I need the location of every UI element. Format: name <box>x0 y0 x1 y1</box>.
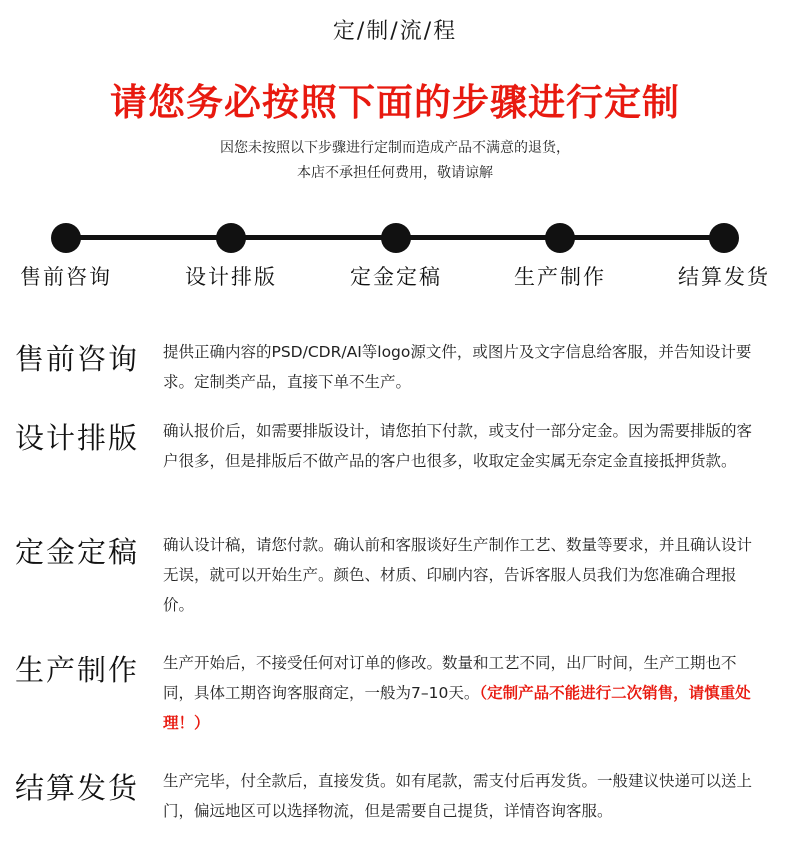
section-text: 提供正确内容的PSD/CDR/AI等logo源文件，或图片及文字信息给客服，并告知设计要求。定制类产品，直接下单不生产。 <box>163 343 752 391</box>
section-warning: （定制产品不能进行二次销售，请慎重处理！） <box>163 684 751 732</box>
section-body <box>163 648 763 738</box>
timeline-dot <box>51 223 81 253</box>
section-text: 确认报价后，如需要排版设计，请您拍下付款，或支付一部分定金。因为需要排版的客户很多，但是排版后不做产品的客户也很多，收取定金实属无奈定金直接抵押货款。 <box>163 422 753 470</box>
notice-line-2: 本店不承担任何费用，敬请谅解 <box>297 165 493 181</box>
section-body <box>163 337 763 397</box>
timeline-step-consult <box>0 220 146 291</box>
notice-line-1: 因您未按照以下步骤进行定制而造成产品不满意的退货， <box>220 140 570 156</box>
process-title: 定/制/流/程 <box>332 19 458 44</box>
section-title: 生产制作 <box>15 653 140 687</box>
section-text: 生产完毕，付全款后，直接发货。如有尾款，需支付后再发货。一般建议快递可以送上门，偏远地区可以选择物流，但是需要自己提货，详情咨询客服。 <box>163 772 753 820</box>
timeline-step-design <box>151 220 311 291</box>
timeline-label: 生产制作 <box>514 265 606 289</box>
section-title: 售前咨询 <box>15 342 140 376</box>
timeline-label: 售前咨询 <box>20 265 112 289</box>
timeline-step-production <box>480 220 640 291</box>
section-title: 结算发货 <box>15 771 140 805</box>
timeline-label: 设计排版 <box>185 265 277 289</box>
section-text: 确认设计稿，请您付款。确认前和客服谈好生产制作工艺、数量等要求，并且确认设计无误，就可以开始生产。颜色、材质、印刷内容，告诉客服人员我们为您准确合理报价。 <box>163 536 753 614</box>
timeline-dot <box>381 223 411 253</box>
timeline-dot <box>545 223 575 253</box>
section-body <box>163 530 763 620</box>
section-title: 设计排版 <box>15 421 140 455</box>
timeline-dot <box>709 223 739 253</box>
section-text: 生产开始后，不接受任何对订单的修改。数量和工艺不同，出厂时间，生产工期也不同，具体工期咨询客服商定，一般为7–10天。 <box>163 654 737 702</box>
timeline-label: 定金定稿 <box>350 265 442 289</box>
section-body <box>163 416 763 476</box>
headline: 请您务必按照下面的步骤进行定制 <box>110 81 680 124</box>
timeline-dot <box>216 223 246 253</box>
section-title: 定金定稿 <box>15 535 140 569</box>
timeline-step-shipping <box>644 220 790 291</box>
process-timeline <box>0 220 790 290</box>
timeline-label: 结算发货 <box>678 265 770 289</box>
notice <box>0 136 790 186</box>
section-body <box>163 766 763 826</box>
timeline-step-deposit <box>316 220 476 291</box>
